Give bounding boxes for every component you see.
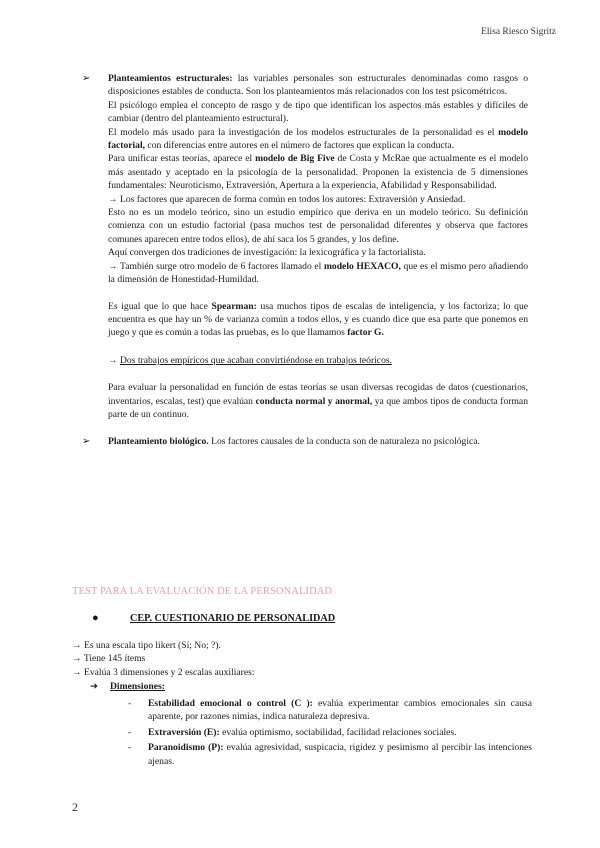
paragraph-common-factors: → Los factores que aparecen de forma común en todos los autores: Extraversión y Ansiedad. [108, 193, 466, 205]
biological-text: Los factores causales de la conducta son de naturaleza no psicológica. [208, 436, 480, 448]
paragraph-traditions: Aquí convergen dos tradiciones de investigación: la lexicográfica y la factorialista. [108, 247, 426, 259]
arrow-icon: ➔ [90, 681, 99, 692]
structural-heading: Planteamientos estructurales: [108, 73, 233, 84]
structural-text: las variables personales son estructurales denominadas como rasgos o disposiciones estables de conducta. Son los planteamientos más relacionados con los test psicométricos. [108, 73, 528, 98]
dimension-item: - Estabilidad emocional o control (C ): evalúa experimentar cambios emocionales sin causa aparente, por razones nimias, indica naturaleza depresiva. [128, 698, 532, 723]
paragraph-two-works: → Dos trabajos empíricos que acaban convirtiéndose en trabajos teóricos. [108, 354, 392, 366]
bullet-dot-icon: ● [92, 612, 99, 624]
arrow-bullet-icon: ➢ [82, 73, 91, 84]
arrow-bullet-icon: ➢ [82, 436, 91, 448]
paragraph-empirical: Esto no es un modelo teórico, sino un estudio empírico que deriva en un modelo teórico. Su definición comienza con un estudio factorial (pasa muchos test de personalidad diferentes y observa que factores comunes aparecen entre todos ellos), de ahí saca los 5 grandes, y los define. [108, 207, 528, 245]
page-header-author: Elisa Riesco Sigritz [481, 27, 556, 37]
dimensions-list [128, 697, 532, 770]
document-page: Elisa Riesco Sigritz ➢ Planteamientos estructurales: las variables personales son estructurales denominadas como rasgos o disposiciones estables de conducta. Son los planteamientos más relacionados con los test psicométricos. El psicólogo emplea el concepto de rasgo y de tipo que identifican los aspectos más estables y difíciles de cambiar (dentro del planteamiento estructural). El modelo más usado para la investigación de los modelos estructurales de la personalidad es el modelo factorial, con diferencias entre autores en el número de factores que explican la conducta. Para unificar estas teorías, aparece el modelo de Big Five de Costa y McRae que actualmente es el modelo más asentado y aceptado en la psicología de la personalidad. Proponen la existencia de 5 dimensiones fundamentales: Neuroticismo, Extraversión, Apertura a la experiencia, Afabilidad y Responsabilidad. → Los factores que aparecen de forma común en todos los autores: Extraversión y Ansiedad. Esto no es un modelo teórico, sino un estudio empírico que deriva en un modelo teórico. Su definición comienza con un estudio factorial (pasa muchos test de personalidad diferentes y observa que factores comunes aparecen entre todos ellos), de ahí saca los 5 grandes, y los define. Aquí convergen dos tradiciones de investigación: la lexicográfica y la factorialista. → También surge otro modelo de 6 factores llamado el modelo HEXACO, que es el mismo pero añadiendo la dimensión de Honestidad-Humildad. Es igual que lo que hace Spearman: usa muchos tipos de escalas de inteligencia, y los factoriza; lo que encuentra es que hay un % de varianza común a todos ellos, y es cuando dice que esa parte que ponemos en juego y que es común a todas las pruebas, es lo que llamamos factor G. → Dos trabajos empíricos que acaban convirtiéndose en trabajos teóricos. Para evaluar la personalidad en función de estas teorías se usan diversas recogidas de datos (cuestionarios, inventarios, escalas, test) que evalúan conducta normal y anormal, ya que ambos tipos de conducta forman parte de un continuo. ➢ Planteamiento biológico. Los factores causales de la conducta son de naturaleza no psicológica. TEST PARA LA EVALUACIÓN DE LA PERSONALIDAD ● CEP. CUESTIONARIO DE PERSONALIDAD → Es una escala tipo likert (Sí; No; ?). → Tiene 145 ítems → Evalúa 3 dimensiones y 2 escalas auxiliares: ➔ Dimensiones: - Estabilidad emocional o control (C ): evalúa experimentar cambios emocionales sin causa aparente, por razones nimias, indica naturaleza depresiva. - Extraversión (E): evalúa optimismo, sociabilidad, facilidad relaciones sociales. - Paranoidismo (P): evalúa agresividad, suspicacia, rigidez y pesimismo al percibir las intenciones ajenas. 2 [72, 27, 556, 814]
biological-heading: Planteamiento biológico. [108, 436, 209, 448]
cep-fact-line: → Tiene 145 ítems [72, 653, 146, 665]
notes-body [82, 72, 529, 449]
dimension-item: - Paranoidismo (P): evalúa agresividad, suspicacia, rigidez y pesimismo al percibir las intenciones ajenas. [128, 742, 532, 767]
bullet-biological [82, 435, 528, 448]
paragraph-hexaco: → También surge otro modelo de 6 factores llamado el modelo HEXACO, que es el mismo pero añadiendo la dimensión de Honestidad-Humildad. [108, 260, 529, 286]
cep-facts [72, 639, 532, 679]
paragraph-rasgo: El psicólogo emplea el concepto de rasgo y de tipo que identifican los aspectos más estables y difíciles de cambiar (dentro del planteamiento estructural). [108, 99, 528, 125]
paragraph-modelo-factorial: El modelo más usado para la investigación de los modelos estructurales de la personalidad es el modelo factorial, con diferencias entre autores en el número de factores que explican la conducta. [108, 126, 528, 152]
dimension-item: - Extraversión (E): evalúa optimismo, sociabilidad, facilidad relaciones sociales. [128, 726, 457, 738]
paragraph-spearman: Es igual que lo que hace Spearman: usa muchos tipos de escalas de inteligencia, y los factoriza; lo que encuentra es que hay un % de varianza común a todos ellos, y es cuando dice que esa parte que ponemos en juego y que es común a todas las pruebas, es lo que llamamos factor G. [108, 300, 528, 339]
page-number: 2 [72, 800, 78, 814]
bullet-structural [82, 72, 528, 99]
paragraph-evaluation: Para evaluar la personalidad en función de estas teorías se usan diversas recogidas de datos (cuestionarios, inventarios, escalas, test) que evalúan conducta normal y anormal, ya que ambos tipos de conducta forman parte de un continuo. [108, 382, 528, 420]
paragraph-big-five: Para unificar estas teorías, aparece el modelo de Big Five de Costa y McRae que actualmente es el modelo más asentado y aceptado en la psicología de la personalidad. Proponen la existencia de 5 dimensiones fundamentales: Neuroticismo, Extraversión, Apertura a la experiencia, Afabilidad y Responsabilidad. [108, 153, 529, 192]
section-heading: TEST PARA LA EVALUACIÓN DE LA PERSONALIDAD [72, 586, 333, 597]
cep-fact-line: → Es una escala tipo likert (Sí; No; ?). [72, 640, 221, 651]
cep-fact-line: → Evalúa 3 dimensiones y 2 escalas auxiliares: [72, 666, 255, 678]
